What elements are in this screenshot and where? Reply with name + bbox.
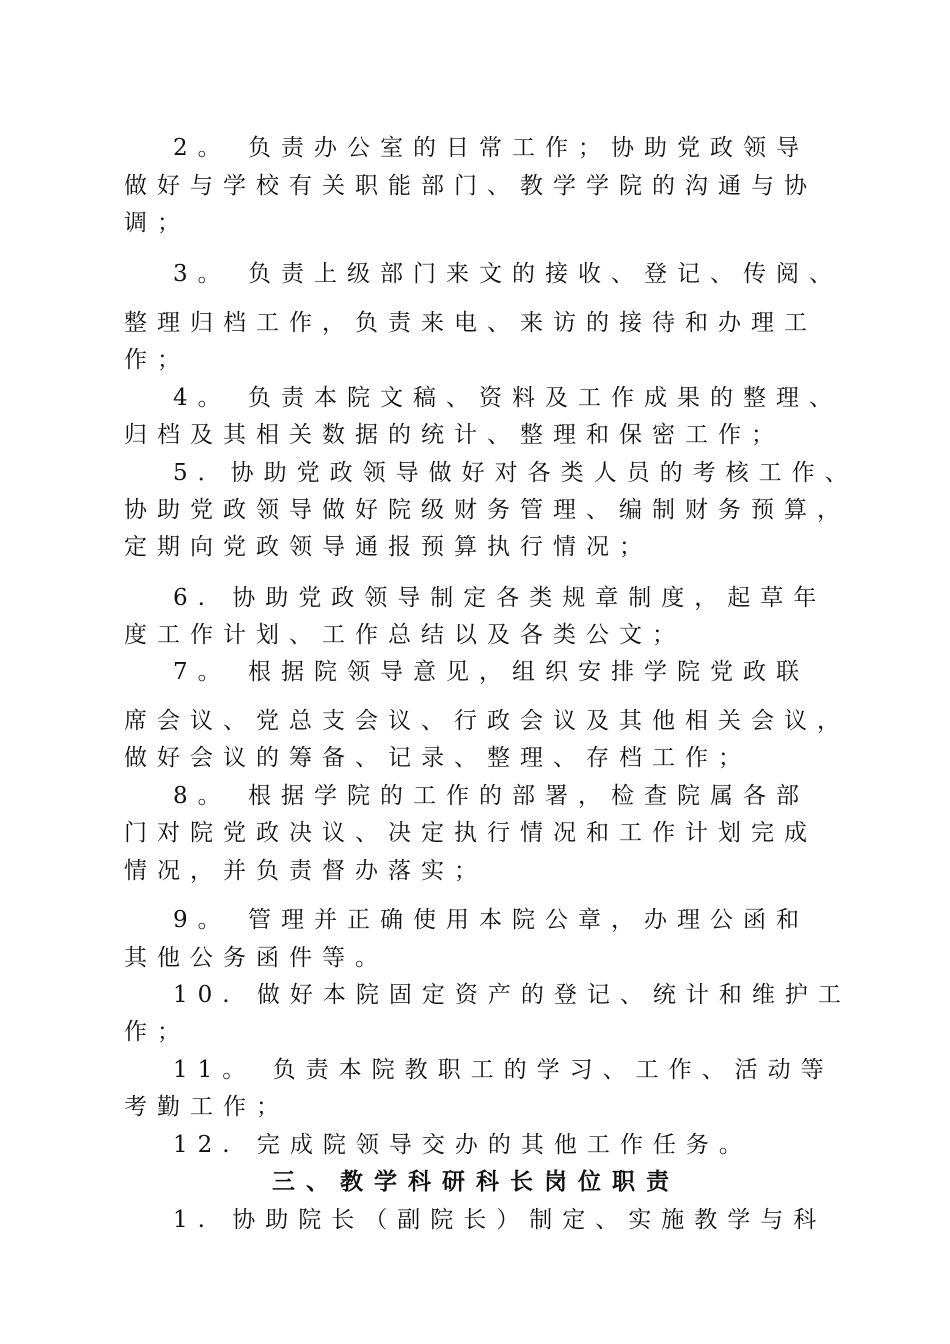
paragraph-8-line-3: 情况，并负责督办落实； — [124, 858, 487, 884]
paragraph-4-line-2: 归档及其相关数据的统计、整理和保密工作； — [124, 422, 784, 448]
paragraph-11-line-1: 11。 负责本院教职工的学习、工作、活动等 — [173, 1057, 834, 1083]
paragraph-7-line-1: 7。 根据院领导意见，组织安排学院党政联 — [173, 659, 809, 685]
paragraph-5-line-2: 协助党政领导做好院级财务管理、编制财务预算， — [124, 497, 850, 523]
paragraph-7-line-3: 做好会议的筹备、记录、整理、存档工作； — [124, 745, 751, 771]
paragraph-2-line-2: 做好与学校有关职能部门、教学学院的沟通与协 — [124, 173, 817, 199]
paragraph-12-line-1: 12. 完成院领导交办的其他工作任务。 — [173, 1132, 752, 1158]
paragraph-2-line-1: 2。 负责办公室的日常工作；协助党政领导 — [173, 135, 809, 161]
paragraph-7-line-2: 席会议、党总支会议、行政会议及其他相关会议， — [124, 708, 850, 734]
section-heading: 三、教学科研科长岗位职责 — [272, 1168, 680, 1195]
paragraph-5-line-3: 定期向党政领导通报预算执行情况； — [124, 534, 652, 560]
paragraph-3-line-2: 整理归档工作，负责来电、来访的接待和办理工 — [124, 310, 817, 336]
paragraph-8-line-1: 8。 根据学院的工作的部署，检查院属各部 — [173, 783, 809, 809]
paragraph-9-line-1: 9。 管理并正确使用本院公章，办理公函和 — [173, 907, 809, 933]
paragraph-10-line-1: 10. 做好本院固定资产的登记、统计和维护工 — [173, 982, 851, 1008]
paragraph-11-line-2: 考勤工作； — [124, 1094, 289, 1120]
paragraph-3-line-1: 3。 负责上级部门来文的接收、登记、传阅、 — [173, 261, 842, 287]
section-paragraph-1-line-1: 1. 协助院长（副院长）制定、实施教学与科 — [173, 1207, 827, 1233]
paragraph-3-line-3: 作； — [124, 347, 190, 373]
paragraph-6-line-2: 度工作计划、工作总结以及各类公文； — [124, 622, 685, 648]
paragraph-4-line-1: 4。 负责本院文稿、资料及工作成果的整理、 — [173, 385, 842, 411]
paragraph-10-line-2: 作； — [124, 1019, 190, 1045]
paragraph-5-line-1: 5．协助党政领导做好对各类人员的考核工作、 — [173, 460, 858, 486]
paragraph-8-line-2: 门对院党政决议、决定执行情况和工作计划完成 — [124, 820, 817, 846]
paragraph-9-line-2: 其他公务函件等。 — [124, 945, 388, 971]
paragraph-6-line-1: 6. 协助党政领导制定各类规章制度，起草年 — [173, 585, 827, 611]
paragraph-2-line-3: 调； — [124, 210, 190, 236]
